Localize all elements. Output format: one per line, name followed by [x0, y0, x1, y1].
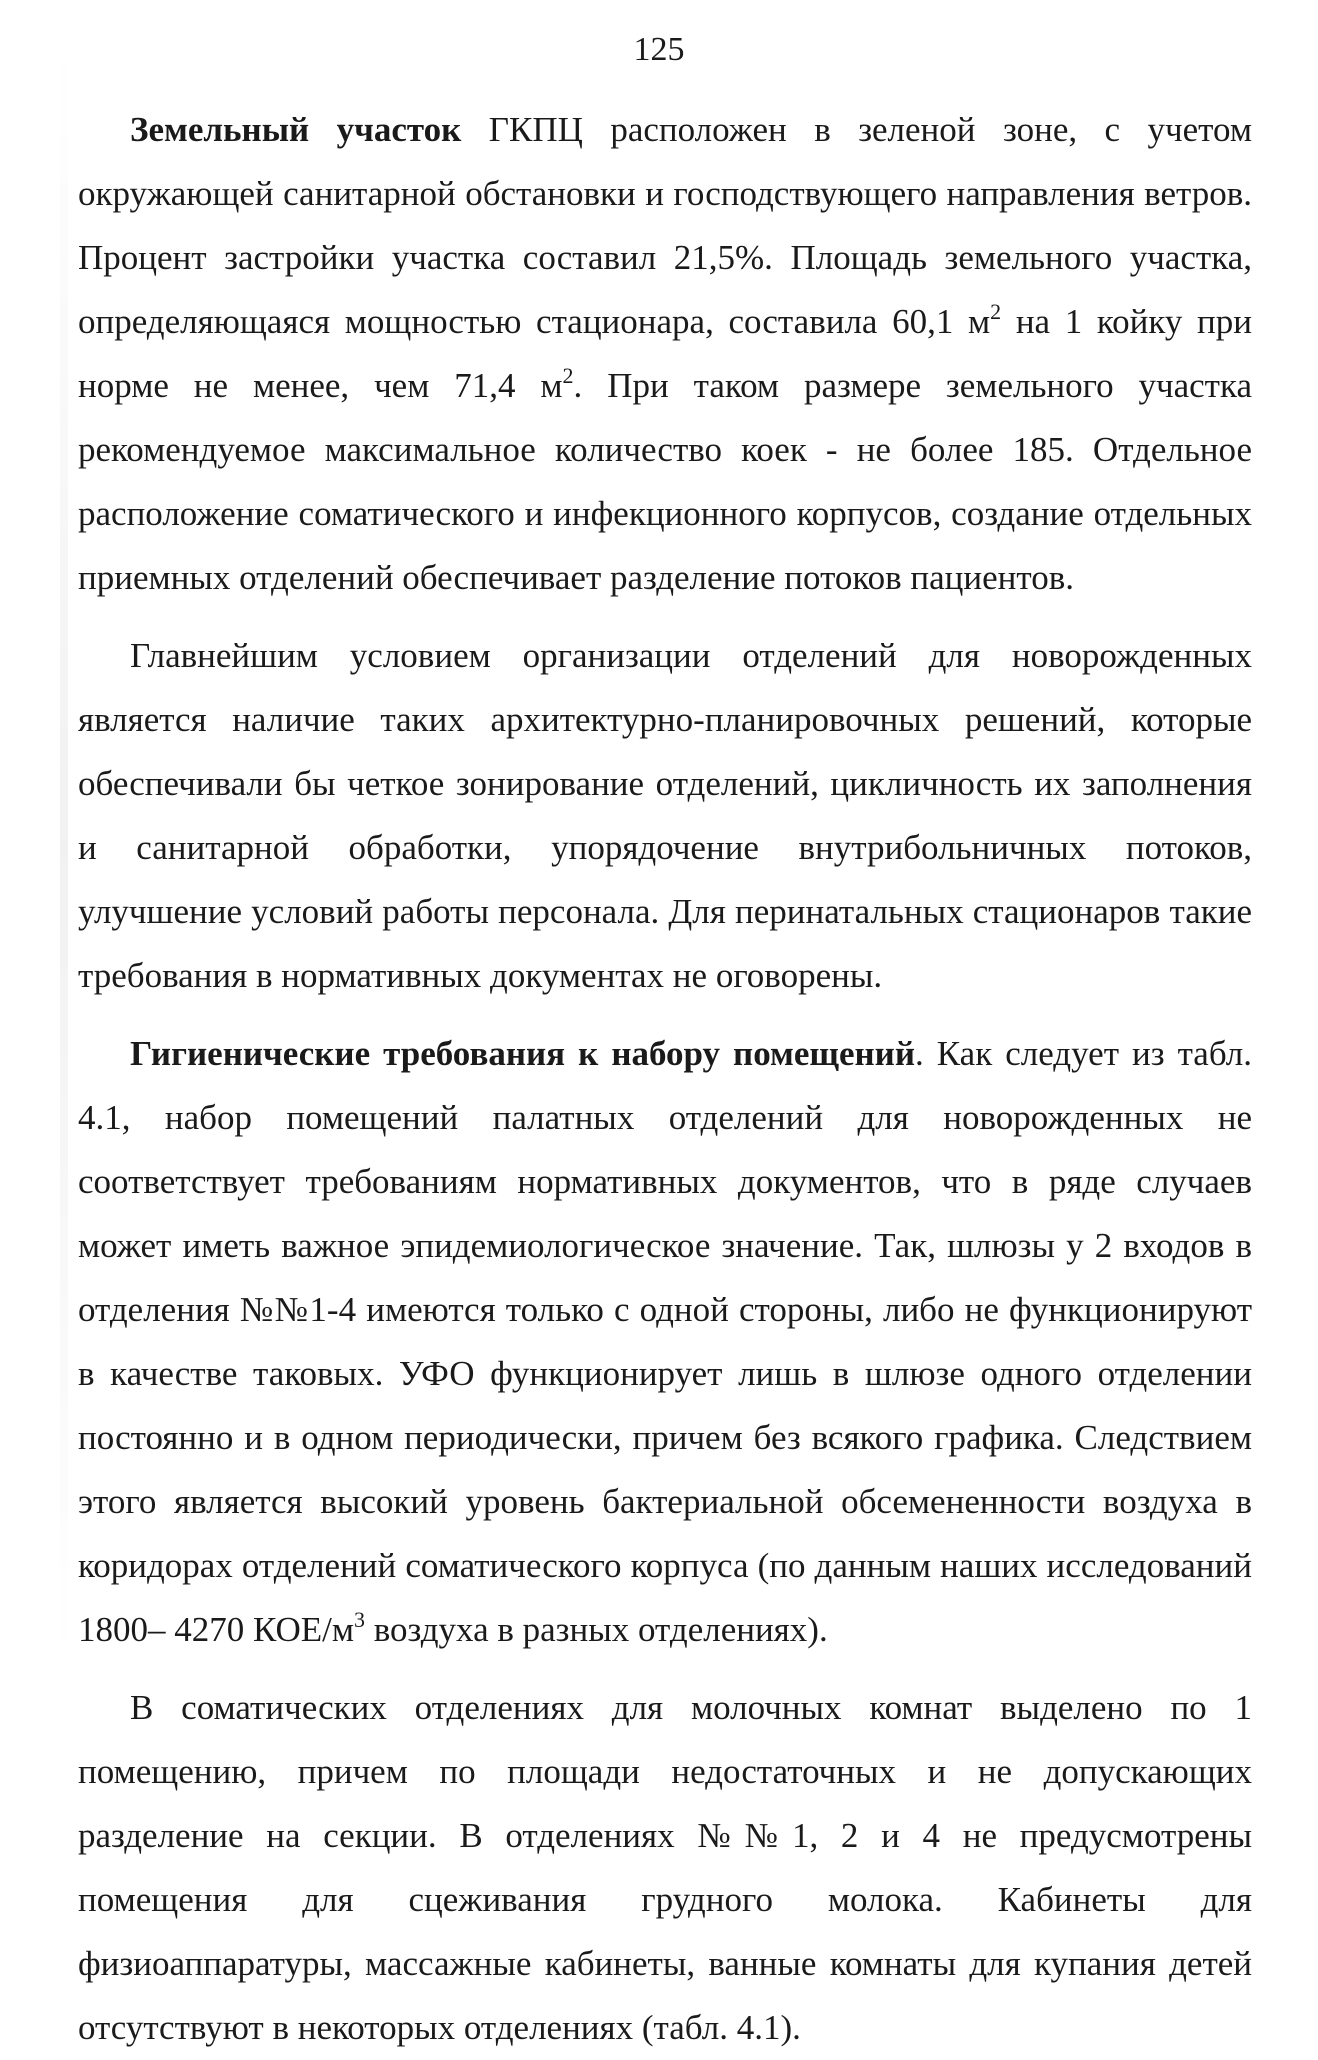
paragraph-newborn-departments	[78, 624, 1252, 1008]
paragraph-text: ГКПЦ расположен в зеленой зоне, с учетом окружающей санитарной обстановки и господствующего направления ветров. Процент застройки участка составил 21,5%. Площадь земельного участка, определяющаяся мощностью стационара, составила 60,1 м	[78, 110, 1252, 341]
paragraph-heading-hygiene: Гигиенические требования к набору помещений	[130, 1034, 916, 1073]
binding-shadow	[60, 40, 68, 1660]
paragraph-land-plot	[78, 98, 1252, 610]
paragraph-text: . Как следует из табл. 4.1, набор помещений палатных отделений для новорожденных не соответствует требованиям нормативных документов, что в ряде случаев может иметь важное эпидемиологическое значение. Так, шлюзы у 2 входов в отделения №№1-4 имеются только с одной стороны, либо не функционируют в качестве таковых. УФО функционирует лишь в шлюзе одного отделении постоянно и в одном периодически, причем без всякого графика. Следствием этого является высокий уровень бактериальной обсемененности воздуха в коридорах отделений соматического корпуса (по данным наших исследований 1800– 4270 КОЕ/м	[78, 1034, 1252, 1649]
paragraph-text: воздуха в разных отделениях).	[365, 1610, 828, 1649]
page-number: 125	[633, 31, 685, 68]
superscript: 3	[354, 1607, 366, 1632]
paragraph-text: . При таком размере земельного участка рекомендуемое максимальное количество коек - не более 185. Отдельное расположение соматического и инфекционного корпусов, создание отдельных приемных отделений обеспечивает разделение потоков пациентов.	[78, 366, 1252, 597]
superscript: 2	[562, 363, 574, 388]
paragraph-text: на 1 койку при норме не менее, чем 71,4 м	[78, 302, 1252, 405]
paragraph-text: Главнейшим условием организации отделений для новорожденных является наличие таких архитектурно-планировочных решений, которые обеспечивали бы четкое зонирование отделений, цикличность их заполнения и санитарной обработки, упорядочение внутрибольничных потоков, улучшение условий работы персонала. Для перинатальных стационаров такие требования в нормативных документах не оговорены.	[78, 636, 1252, 995]
paragraph-text: В соматических отделениях для молочных комнат выделено по 1 помещению, причем по площади недостаточных и не допускающих разделение на секции. В отделениях №№1, 2 и 4 не предусмотрены помещения для сцеживания грудного молока. Кабинеты для физиоаппаратуры, массажные кабинеты, ванные комнаты для купания детей отсутствуют в некоторых отделениях (табл. 4.1).	[78, 1688, 1252, 2047]
paragraph-somatic-departments	[78, 1676, 1252, 2060]
paragraph-heading-land-plot: Земельный участок	[130, 110, 462, 149]
superscript: 2	[990, 299, 1002, 324]
paragraph-hygiene-requirements	[78, 1022, 1252, 1662]
body-text	[78, 98, 1252, 2060]
